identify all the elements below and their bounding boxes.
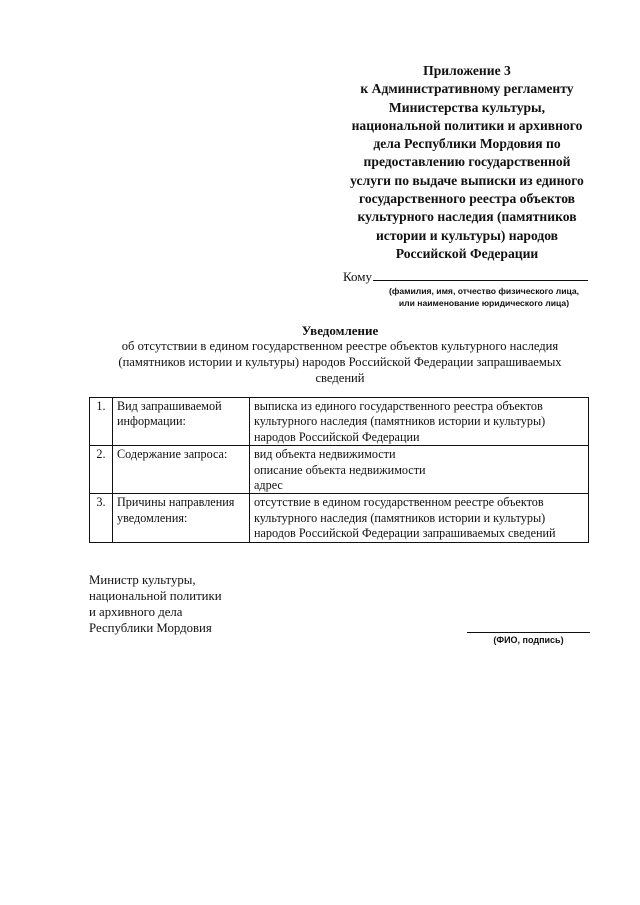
row-value-line: культурного наследия (памятников истории и культуры) bbox=[254, 510, 546, 525]
row-value-line: народов Российской Федерации запрашиваемых сведений bbox=[254, 526, 556, 541]
appendix-line: услуги по выдаче выписки из единого bbox=[350, 172, 584, 188]
row-label bbox=[113, 494, 250, 542]
row-value-line: описание объекта недвижимости bbox=[254, 462, 426, 477]
row-label-line: Содержание запроса: bbox=[117, 447, 228, 462]
row-value bbox=[250, 446, 589, 494]
appendix-line: дела Республики Мордовия по bbox=[373, 136, 561, 152]
signatory-line: Министр культуры, bbox=[89, 573, 196, 587]
row-label bbox=[113, 446, 250, 494]
row-value-line: народов Российской Федерации bbox=[254, 429, 420, 444]
recipient-label: Кому bbox=[343, 269, 373, 284]
appendix-line: национальной политики и архивного bbox=[351, 117, 583, 133]
row-number: 3. bbox=[90, 494, 113, 542]
notice-title: Уведомление bbox=[301, 323, 379, 338]
signatory-line: Республики Мордовия bbox=[89, 620, 212, 635]
signatory-line: национальной политики bbox=[89, 588, 222, 603]
row-value-line: культурного наследия (памятников истории и культуры) bbox=[254, 414, 546, 429]
appendix-line: культурного наследия (памятников bbox=[357, 209, 577, 225]
appendix-line: истории и культуры) народов bbox=[375, 227, 559, 243]
appendix-line: Российской Федерации bbox=[395, 245, 539, 261]
appendix-line: Министерства культуры, bbox=[388, 99, 546, 115]
table-row bbox=[90, 398, 589, 446]
row-number: 1. bbox=[90, 398, 113, 446]
row-label-line: Причины направления bbox=[117, 495, 235, 510]
appendix-line: к Административному регламенту bbox=[360, 81, 574, 97]
row-label-line: уведомления: bbox=[117, 510, 188, 525]
recipient-blank-line bbox=[373, 268, 588, 281]
row-number: 2. bbox=[90, 446, 113, 494]
recipient-hint-line: или наименование юридического лица) bbox=[398, 298, 570, 308]
row-value-line: выписка из единого государственного реестра объектов bbox=[254, 399, 543, 413]
row-value bbox=[250, 398, 589, 446]
recipient-hint-line: (фамилия, имя, отчество физического лица, bbox=[388, 286, 580, 296]
appendix-line: Приложение 3 bbox=[423, 63, 511, 78]
row-value-line: отсутствие в едином государственном реестре объектов bbox=[254, 495, 544, 510]
signatory-block bbox=[89, 573, 289, 637]
notice-subtitle-line: (памятников истории и культуры) народов Российской Федерации запрашиваемых bbox=[118, 354, 562, 369]
recipient-hint bbox=[373, 285, 595, 309]
request-table bbox=[89, 397, 589, 543]
appendix-line: государственного реестра объектов bbox=[358, 191, 575, 207]
notice-subtitle-line: сведений bbox=[315, 370, 365, 385]
signatory-line: и архивного дела bbox=[89, 604, 183, 619]
table-row bbox=[90, 446, 589, 494]
row-label-line: информации: bbox=[117, 414, 186, 429]
table-row bbox=[90, 494, 589, 542]
appendix-header bbox=[322, 62, 612, 263]
notice-subtitle-line: об отсутствии в едином государственном реестре объектов культурного наследия bbox=[121, 339, 559, 353]
row-label bbox=[113, 398, 250, 446]
appendix-line: предоставлению государственной bbox=[363, 154, 571, 170]
row-value-line: адрес bbox=[254, 478, 283, 493]
row-label-line: Вид запрашиваемой bbox=[117, 399, 222, 413]
recipient-field bbox=[343, 268, 593, 285]
signature-line bbox=[467, 632, 590, 633]
signature-caption: (ФИО, подпись) bbox=[493, 635, 564, 645]
notice-subtitle bbox=[95, 339, 585, 386]
row-value-line: вид объекта недвижимости bbox=[254, 447, 396, 462]
row-value bbox=[250, 494, 589, 542]
